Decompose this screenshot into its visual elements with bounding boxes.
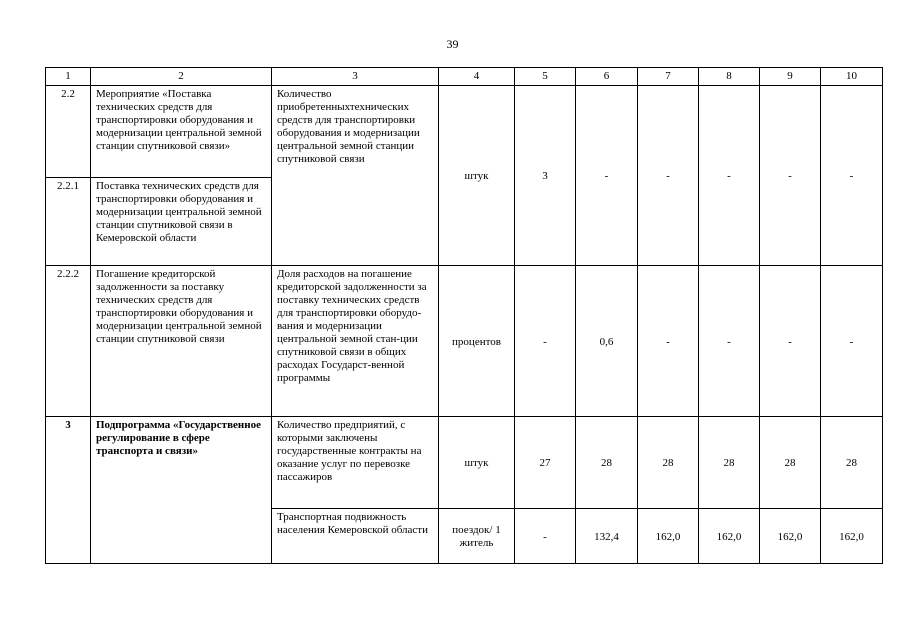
value-cell: - — [515, 509, 576, 564]
value-cell: 162,0 — [760, 509, 821, 564]
header-cell-3: 3 — [272, 68, 439, 86]
table-row — [46, 86, 883, 266]
row-number: 2.2.2 — [46, 266, 91, 417]
header-cell-2: 2 — [91, 68, 272, 86]
row-number: 3 — [46, 417, 91, 564]
header-cell-8: 8 — [699, 68, 760, 86]
indicator-name: Количество предприятий, с которыми заключены государственные контракты на оказание услуг по перевозке пассажиров — [272, 417, 439, 509]
header-cell-9: 9 — [760, 68, 821, 86]
value-cell: 28 — [638, 417, 699, 509]
header-cell-4: 4 — [439, 68, 515, 86]
page-number: 39 — [446, 37, 459, 51]
value-cell: 162,0 — [638, 509, 699, 564]
value-cell: 132,4 — [576, 509, 638, 564]
value-cell: 3 — [515, 86, 576, 266]
value-cell: - — [638, 266, 699, 417]
header-row — [46, 68, 883, 86]
event-name: Поставка технических средств для транспортировки оборудования и модернизации центральной земной станции спутниковой связи в Кемеровской области — [96, 180, 262, 244]
indicator-name: Транспортная подвижность населения Кемеровской области — [272, 509, 439, 564]
header-cell-1: 1 — [46, 68, 91, 86]
event-name: Погашение кредиторской задолженности за поставку технических средств для транспортировки оборудования и модернизации центральной земной станции спутниковой связи — [91, 266, 272, 417]
value-cell: 0,6 — [576, 266, 638, 417]
unit-cell: процентов — [439, 266, 515, 417]
event-name-cell — [91, 86, 272, 266]
value-cell: 28 — [821, 417, 883, 509]
value-cell: - — [821, 266, 883, 417]
unit-cell: поездок/ 1 житель — [439, 509, 515, 564]
unit-cell: штук — [439, 417, 515, 509]
header-cell-7: 7 — [638, 68, 699, 86]
value-cell: - — [760, 266, 821, 417]
header-cell-5: 5 — [515, 68, 576, 86]
table-row — [46, 266, 883, 417]
event-name: Мероприятие «Поставка технических средств для транспортировки оборудования и модернизации центральной земной станции спутниковой связи» — [91, 86, 271, 178]
indicators-table — [45, 67, 883, 564]
value-cell: - — [760, 86, 821, 266]
indicator-name: Доля расходов на погашение кредиторской задолженности за поставку технических средств для транспортировки оборудо-вания и модернизации центральной земной стан-ции спутниковой связи в общих расходах Государст-венной программы — [272, 266, 439, 417]
value-cell: 162,0 — [821, 509, 883, 564]
row-number: 2.2 — [46, 86, 90, 178]
header-cell-10: 10 — [821, 68, 883, 86]
value-cell: - — [515, 266, 576, 417]
row-number: 2.2.1 — [57, 180, 79, 192]
value-cell: 28 — [760, 417, 821, 509]
subprogram-name: Подпрограмма «Государственное регулирование в сфере транспорта и связи» — [91, 417, 272, 564]
header-cell-6: 6 — [576, 68, 638, 86]
value-cell: - — [821, 86, 883, 266]
value-cell: - — [699, 266, 760, 417]
value-cell: - — [576, 86, 638, 266]
value-cell: 28 — [576, 417, 638, 509]
value-cell: 27 — [515, 417, 576, 509]
row-number-cell — [46, 86, 91, 266]
value-cell: - — [638, 86, 699, 266]
value-cell: 162,0 — [699, 509, 760, 564]
table-row — [46, 417, 883, 509]
indicator-name: Количество приобретенныхтехнических средств для транспортировки оборудования и модернизации центральной земной станции спутниковой связи — [272, 86, 439, 266]
value-cell: - — [699, 86, 760, 266]
unit-cell: штук — [439, 86, 515, 266]
value-cell: 28 — [699, 417, 760, 509]
